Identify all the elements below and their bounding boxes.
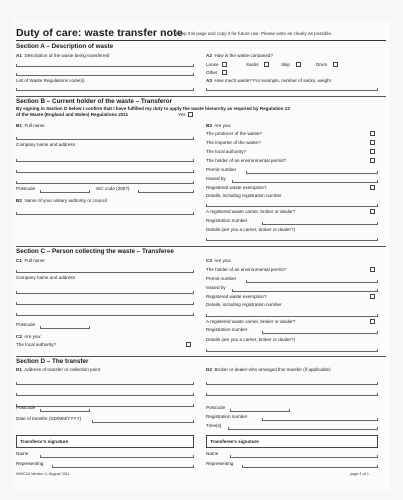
sacks-label: Sacks (246, 62, 259, 67)
section-c-rule (16, 246, 386, 247)
b-address-line-3[interactable] (16, 183, 194, 184)
yes-label: Yes (178, 112, 186, 117)
b-local-authority-label: The local authority? (206, 149, 247, 154)
signing-statement-2: of the Waste (England and Wales) Regulations 2011 (16, 112, 129, 117)
section-b-rule (16, 96, 386, 97)
d2-postcode-label: Postcode (206, 405, 226, 410)
c-reg-number-label: Registration number (206, 327, 248, 332)
hierarchy-yes-checkbox[interactable] (188, 112, 193, 117)
a3-label: A3 How much waste? For example, number of sacks, weight (206, 78, 331, 83)
d1-address-line-1[interactable] (16, 384, 194, 385)
drum-label: Drum (316, 62, 328, 67)
c-env-permit-checkbox[interactable] (370, 267, 375, 272)
c-carrier-label: A registered waste carrier, broker or dealer? (206, 319, 296, 324)
c-carrier-checkbox[interactable] (370, 319, 375, 324)
section-d-heading: Section D – The transfer (16, 358, 89, 365)
transferor-name-input-line[interactable] (40, 457, 194, 458)
transferor-name-label: Name (16, 451, 29, 456)
a1-label: A1 Description of the waste being transferred (16, 53, 110, 58)
d-date-label: Date of transfer (DD/MM/YYYY) (16, 416, 82, 421)
transferee-representing-label: Representing (206, 461, 234, 466)
c-address-line-1[interactable] (16, 293, 194, 294)
c-issued-by-label: Issued by (206, 285, 226, 290)
c-permit-number-input-line[interactable] (246, 282, 378, 283)
sacks-checkbox[interactable] (264, 62, 269, 67)
transferee-signature-label: Transferee's signature (210, 439, 259, 444)
b-postcode-input-line[interactable] (40, 192, 90, 193)
c-details-reg-label: Details, including registration number (206, 302, 282, 307)
d2-reg-number-label: Registration number (206, 414, 248, 419)
version-footer: WMC2A Version 3, August 2011 (16, 472, 70, 476)
header-rule (16, 40, 386, 41)
b-details-reg-input-line[interactable] (206, 206, 378, 207)
loose-checkbox[interactable] (222, 62, 227, 67)
transferor-signature-box[interactable] (16, 435, 194, 448)
form-title: Duty of care: waste transfer note (16, 27, 183, 39)
c1-name-input-line[interactable] (16, 272, 194, 273)
transferor-signature-label: Transferor's signature (20, 439, 69, 444)
list-codes-label: List of Waste Regulations code(s) (16, 78, 85, 83)
c1-label: C1 Full name (16, 258, 45, 263)
sic-input-line[interactable] (138, 192, 194, 193)
transferee-name-input-line[interactable] (230, 457, 378, 458)
c-details-carrier-label: Details (are you a carrier, broker or dealer?) (206, 337, 296, 342)
b-carrier-label: A registered waste carrier, broker or dealer? (206, 209, 296, 214)
d-postcode-input-line[interactable] (40, 411, 90, 412)
b-details-reg-label: Details, including registration number (206, 193, 282, 198)
form-header (16, 27, 386, 39)
importer-checkbox[interactable] (370, 140, 375, 145)
importer-label: The importer of the waste? (206, 140, 261, 145)
c-env-permit-label: The holder of an environmental permit? (206, 267, 287, 272)
c-postcode-input-line[interactable] (40, 328, 90, 329)
b-reg-number-input-line[interactable] (262, 224, 378, 225)
c-issued-by-input-line[interactable] (232, 291, 378, 292)
signing-statement-1: By signing in Section D below I confirm that I have fulfilled my duty to apply the waste hierarchy as required by Regulation 12 (16, 106, 290, 111)
b-local-authority-checkbox[interactable] (370, 149, 375, 154)
b-company-label: Company name and address (16, 142, 75, 147)
transferee-signature-box[interactable] (206, 435, 378, 448)
d-postcode-label: Postcode (16, 405, 36, 410)
b-permit-number-label: Permit number (206, 167, 237, 172)
b-permit-number-input-line[interactable] (246, 173, 378, 174)
a2-label: A2 How is the waste contained? (206, 53, 273, 58)
skip-label: Skip (281, 62, 290, 67)
transferor-representing-label: Representing (16, 461, 44, 466)
b-env-permit-label: The holder of an environmental permit? (206, 158, 287, 163)
page-number: page 1 of 1 (350, 472, 370, 476)
section-b-heading: Section B – Current holder of the waste – Transferor (16, 98, 173, 105)
section-d-rule (16, 356, 386, 357)
d2-label: D2 Broker or dealer who arranged this transfer (if applicable) (206, 367, 331, 372)
skip-checkbox[interactable] (296, 62, 301, 67)
c-company-label: Company name and address (16, 275, 75, 280)
c-details-carrier-input-line[interactable] (206, 351, 378, 352)
d2-input-line-2[interactable] (206, 395, 378, 396)
d-time-label: Time(s) (206, 423, 222, 428)
list-codes-input-line[interactable] (16, 90, 194, 91)
d2-input-line-1[interactable] (206, 384, 378, 385)
b1-name-input-line[interactable] (16, 139, 194, 140)
section-c-heading: Section C – Person collecting the waste – Transferee (16, 248, 174, 255)
c-exemption-label: Registered waste exemption? (206, 294, 267, 299)
b2-label: B2 Name of your unitary authority or council (16, 198, 107, 203)
c-local-authority-label: The local authority? (16, 342, 57, 347)
d2-reg-number-input-line[interactable] (262, 420, 378, 421)
b-postcode-label: Postcode (16, 186, 36, 191)
b-details-carrier-input-line[interactable] (206, 240, 378, 241)
d1-address-line-3[interactable] (16, 406, 194, 407)
form-instructions: Keep this page and copy it for future use. Please write as clearly as possible. (176, 31, 333, 36)
section-a-heading: Section A – Description of waste (16, 43, 114, 50)
b-address-line-2[interactable] (16, 172, 194, 173)
b-reg-number-label: Registration number (206, 218, 248, 223)
sic-label: SIC code (2007) (96, 186, 130, 191)
a1-input-line-1[interactable] (16, 66, 194, 67)
c-reg-number-input-line[interactable] (262, 333, 378, 334)
drum-checkbox[interactable] (333, 62, 338, 67)
b1-label: B1 Full name (16, 123, 45, 128)
b-details-carrier-label: Details (are you a carrier, broker or dealer?) (206, 227, 296, 232)
d1-address-line-2[interactable] (16, 395, 194, 396)
d-date-input-line[interactable] (92, 422, 194, 423)
c-permit-number-label: Permit number (206, 276, 237, 281)
c-exemption-checkbox[interactable] (370, 294, 375, 299)
b-issued-by-label: Issued by (206, 176, 226, 181)
b3-label: B3 Are you: (206, 123, 232, 128)
b-env-permit-checkbox[interactable] (370, 158, 375, 163)
other-checkbox[interactable] (222, 70, 227, 75)
c3-label: C3 Are you: (206, 258, 232, 263)
a3-input-line[interactable] (206, 90, 378, 91)
d2-postcode-input-line[interactable] (230, 411, 290, 412)
producer-label: The producer of the waste? (206, 131, 262, 136)
b-address-line-1[interactable] (16, 161, 194, 162)
b-carrier-checkbox[interactable] (370, 209, 375, 214)
b2-input-line[interactable] (16, 214, 194, 215)
b-exemption-label: Registered waste exemption? (206, 185, 267, 190)
other-label: Other (206, 70, 218, 75)
d-time-input-line[interactable] (228, 429, 378, 430)
c-local-authority-checkbox[interactable] (186, 342, 191, 347)
transferee-representing-input-line[interactable] (242, 467, 378, 468)
d1-label: D1 Address of transfer or collection point (16, 367, 101, 372)
c-details-reg-input-line[interactable] (206, 316, 378, 317)
c2-label: C2 Are you: (16, 334, 42, 339)
loose-label: Loose (206, 62, 219, 67)
c-address-line-2[interactable] (16, 304, 194, 305)
b-exemption-checkbox[interactable] (370, 185, 375, 190)
b-issued-by-input-line[interactable] (232, 182, 378, 183)
transferor-representing-input-line[interactable] (52, 467, 194, 468)
c-postcode-label: Postcode (16, 322, 36, 327)
producer-checkbox[interactable] (370, 131, 375, 136)
transferee-name-label: Name (206, 451, 219, 456)
a1-input-line-2[interactable] (16, 75, 194, 76)
c-address-line-3[interactable] (16, 315, 194, 316)
